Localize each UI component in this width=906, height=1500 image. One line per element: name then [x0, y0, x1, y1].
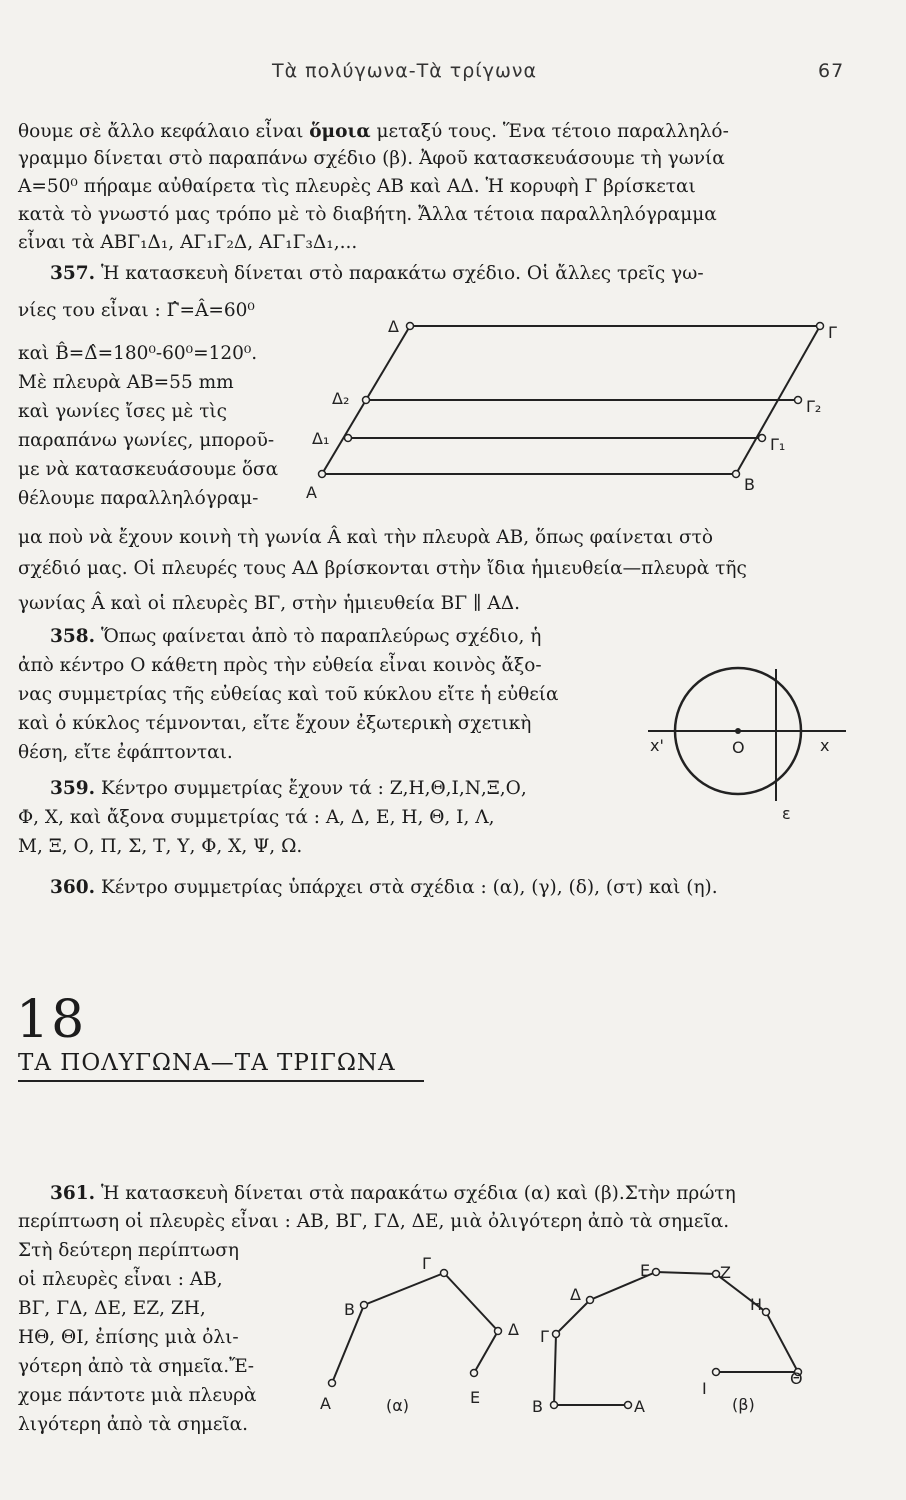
polygon-figure-b	[520, 1260, 820, 1430]
ex361-line-5: ΒΓ, ΓΔ, ΔΕ, ΕΖ, ΖΗ,	[18, 1298, 206, 1319]
label-b: Β	[744, 475, 755, 494]
ex359-number: 359.	[50, 778, 96, 799]
label-b-theta: Θ	[790, 1369, 803, 1388]
ex358-line-1: 358. Ὅπως φαίνεται ἀπὸ τὸ παραπλεύρως σχέδιο, ἡ	[50, 626, 542, 647]
ex357-line-5: καὶ γωνίες ἴσες μὲ τὶς	[18, 401, 228, 422]
label-a-delta: Δ	[508, 1320, 519, 1339]
ex361-line-7: γότερη ἀπὸ τὰ σημεῖα.Ἔ-	[18, 1356, 254, 1377]
page-number: 67	[818, 60, 845, 82]
ex357-number: 357.	[50, 263, 96, 284]
label-a: Α	[306, 483, 317, 502]
ex359-line-2: Φ, Χ, καὶ ἄξονα συμμετρίας τά : Α, Δ, Ε, Η, Θ, Ι, Λ,	[18, 807, 495, 828]
intro-line-3: Α=50⁰ πήραμε αὐθαίρετα τὶς πλευρὲς ΑΒ καὶ ΑΔ. Ἡ κορυφὴ Γ βρίσκεται	[18, 176, 696, 197]
label-b-eta: Η	[750, 1295, 763, 1314]
intro-line-5: εἶναι τὰ ΑΒΓ₁Δ₁, ΑΓ₁Γ₂Δ, ΑΓ₁Γ₃Δ₁,...	[18, 232, 358, 253]
ex358-line-2: ἀπὸ κέντρο Ο κάθετη πρὸς τὴν εὐθεία εἶναι κοινὸς ἄξο-	[18, 655, 542, 676]
caption-b: (β)	[732, 1395, 755, 1414]
ex358-line-4: καὶ ὁ κύκλος τέμνονται, εἴτε ἔχουν ἐξωτερικὴ σχετικὴ	[18, 713, 532, 734]
chapter-underline	[18, 1080, 424, 1082]
label-x: x	[820, 736, 830, 755]
ex359-line-1: 359. Κέντρο συμμετρίας ἔχουν τά : Ζ,Η,Θ,Ι,Ν,Ξ,Ο,	[50, 778, 527, 799]
label-delta1: Δ₁	[312, 429, 330, 448]
ex361-line-1: 361. Ἡ κατασκευὴ δίνεται στὰ παρακάτω σχέδια (α) καὶ (β).Στὴν πρώτη	[50, 1183, 736, 1204]
ex361-line-4: οἱ πλευρὲς εἶναι : ΑΒ,	[18, 1269, 223, 1290]
label-b-gamma: Γ	[540, 1327, 549, 1346]
intro-line-4: κατὰ τὸ γνωστό μας τρόπο μὲ τὸ διαβήτη. Ἄλλα τέτοια παραλληλόγραμμα	[18, 204, 717, 225]
ex358-number: 358.	[50, 626, 96, 647]
open-polygon-a	[332, 1273, 498, 1383]
open-polygon-b	[554, 1272, 798, 1405]
label-delta2: Δ₂	[332, 389, 350, 408]
ex361-number: 361.	[50, 1183, 96, 1204]
label-gamma2: Γ₂	[806, 397, 822, 416]
label-b-alpha: Α	[634, 1397, 645, 1416]
label-b-epsilon: Ε	[640, 1261, 651, 1280]
ex357-line-8: θέλουμε παραλληλόγραμ-	[18, 488, 259, 509]
label-a-gamma: Γ	[422, 1255, 431, 1273]
label-a-epsilon: Ε	[470, 1388, 481, 1407]
ex361-line-2: περίπτωση οἱ πλευρὲς εἶναι : ΑΒ, ΒΓ, ΓΔ, ΔΕ, μιὰ ὀλιγότερη ἀπὸ τὰ σημεῖα.	[18, 1211, 730, 1232]
ex357-line-1: 357. Ἡ κατασκευὴ δίνεται στὸ παρακάτω σχέδιο. Οἱ ἄλλες τρεῖς γω-	[50, 263, 704, 284]
ex357-line-9: μα ποὺ νὰ ἔχουν κοινὴ τὴ γωνία Â καὶ τὴν πλευρὰ ΑΒ, ὅπως φαίνεται στὸ	[18, 527, 714, 548]
caption-a: (α)	[386, 1396, 410, 1415]
label-gamma1: Γ₁	[770, 435, 786, 454]
ex360-number: 360.	[50, 877, 96, 898]
circle-axis-figure	[640, 665, 860, 825]
label-b-zeta: Ζ	[720, 1263, 731, 1282]
emphasis-homoia: ὅμοια	[309, 121, 371, 142]
ex361-line-9: λιγότερη ἀπὸ τὰ σημεῖα.	[18, 1414, 249, 1435]
ex357-line-7: με νὰ κατασκευάσουμε ὅσα	[18, 459, 279, 480]
label-epsilon: ε	[782, 804, 791, 823]
ex358-line-3: νας συμμετρίας τῆς εὐθείας καὶ τοῦ κύκλου εἴτε ἡ εὐθεία	[18, 684, 559, 705]
ex357-line-11: γωνίας Â καὶ οἱ πλευρὲς ΒΓ, στὴν ἡμιευθεία ΒΓ ∥ ΑΔ.	[18, 593, 520, 614]
ex357-line-2: νίες του εἶναι : Γ̂=Â=60⁰	[18, 300, 255, 321]
label-b-beta: Β	[532, 1397, 543, 1416]
ex357-line-3: καὶ B̂=Δ̂=180⁰-60⁰=120⁰.	[18, 343, 258, 364]
intro-line-2: γραμμο δίνεται στὸ παραπάνω σχέδιο (β). Ἀφοῦ κατασκευάσουμε τὴ γωνία	[18, 148, 725, 169]
label-a-alpha: Α	[320, 1394, 331, 1413]
chapter-number: 18	[16, 990, 87, 1050]
intro-line-1: θουμε σὲ ἄλλο κεφάλαιο εἶναι ὅμοια μεταξύ τους. Ἕνα τέτοιο παραλληλό-	[18, 121, 729, 142]
label-delta: Δ	[388, 317, 399, 336]
chapter-title: ΤΑ ΠΟΛΥΓΩΝΑ—ΤΑ ΤΡΙΓΩΝΑ	[18, 1050, 396, 1076]
ex357-line-10: σχέδιό μας. Οἱ πλευρές τους ΑΔ βρίσκονται στὴν ἴδια ἡμιευθεία—πλευρὰ τῆς	[18, 558, 747, 579]
label-b-iota: Ι	[702, 1379, 707, 1398]
label-b-delta: Δ	[570, 1285, 581, 1304]
label-a-beta: Β	[344, 1300, 355, 1319]
ex357-line-4: Μὲ πλευρὰ ΑΒ=55 mm	[18, 372, 234, 393]
ex361-line-6: ΗΘ, ΘΙ, ἐπίσης μιὰ ὀλι-	[18, 1327, 239, 1348]
running-title: Τὰ πολύγωνα-Τὰ τρίγωνα	[272, 60, 538, 82]
ex358-line-5: θέση, εἴτε ἐφάπτονται.	[18, 742, 233, 763]
parallelograms-figure	[300, 310, 860, 510]
label-gamma: Γ	[828, 323, 837, 342]
center-point	[735, 728, 741, 734]
ex361-line-8: χομε πάντοτε μιὰ πλευρὰ	[18, 1385, 257, 1406]
ex359-line-3: Μ, Ξ, Ο, Π, Σ, Τ, Υ, Φ, Χ, Ψ, Ω.	[18, 836, 303, 857]
label-x-prime: x'	[650, 736, 664, 755]
ex360-line: 360. Κέντρο συμμετρίας ὑπάρχει στὰ σχέδια : (α), (γ), (δ), (στ) καὶ (η).	[50, 877, 718, 898]
ex357-line-6: παραπάνω γωνίες, μποροῦ-	[18, 430, 275, 451]
ex361-line-3: Στὴ δεύτερη περίπτωση	[18, 1240, 239, 1261]
label-o: O	[732, 738, 745, 757]
